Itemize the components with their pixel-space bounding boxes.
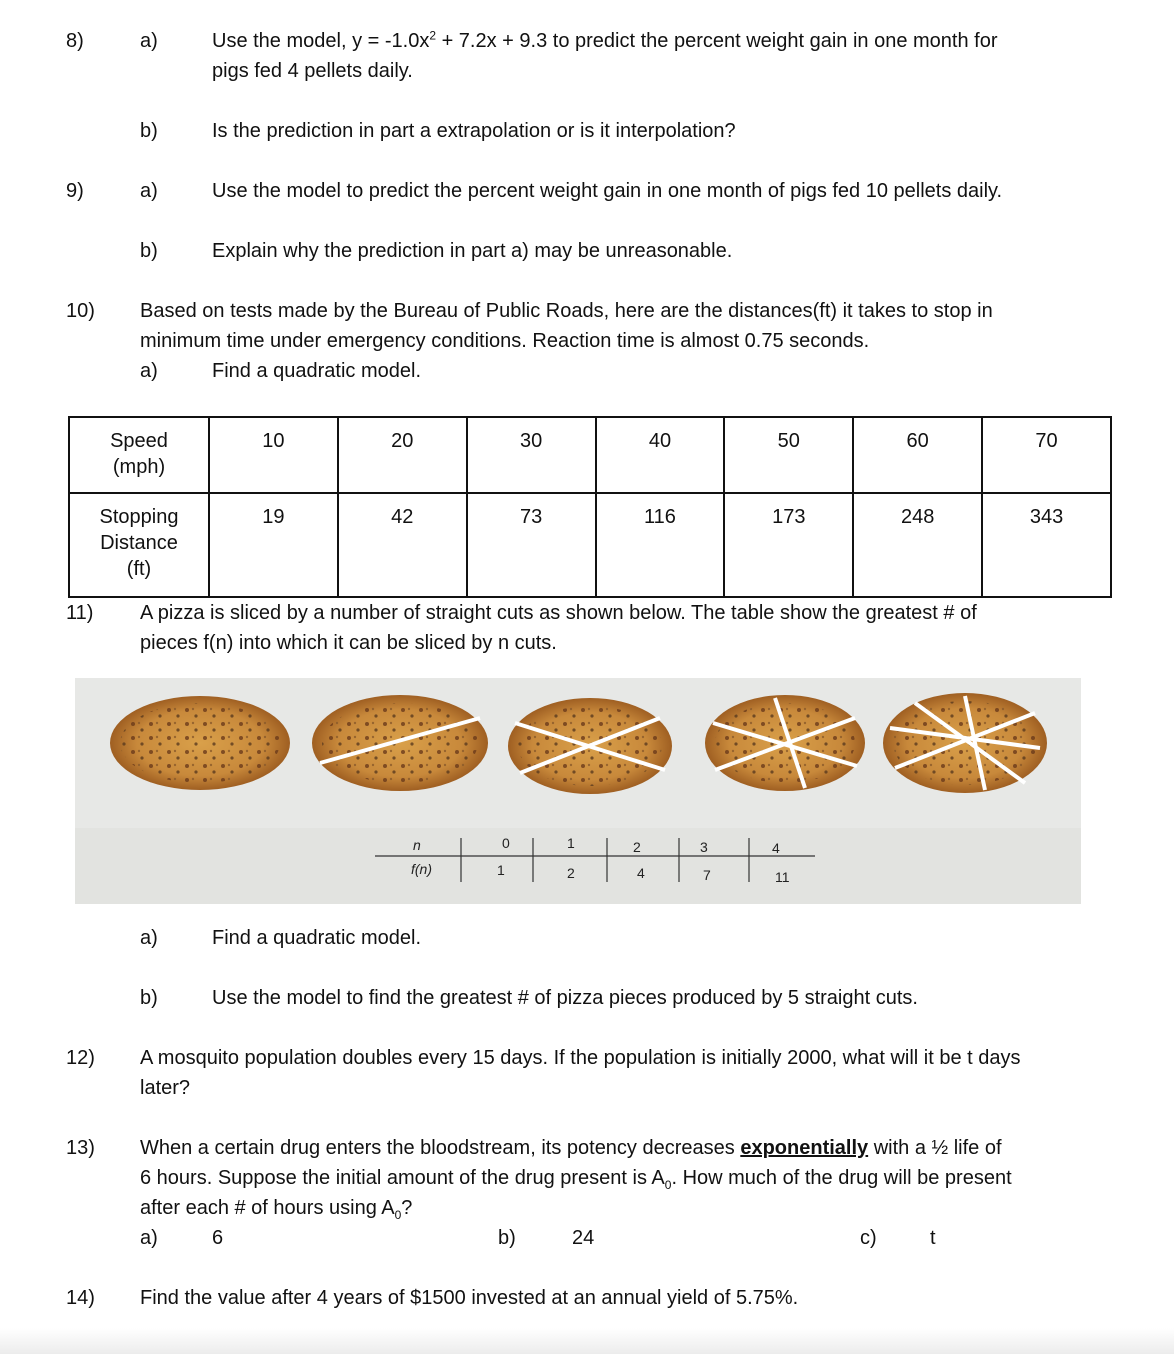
q9-number: 9): [66, 180, 84, 202]
q8-a-text-line2: pigs fed 4 pellets daily.: [212, 60, 413, 82]
q14-number: 14): [66, 1287, 95, 1309]
fn-value: 7: [703, 867, 711, 883]
n-value: 1: [567, 835, 575, 851]
q13-text-line3: after each # of hours using $A_0$?: [140, 1197, 413, 1222]
speed-cell: 50: [724, 417, 853, 493]
distance-row: [69, 493, 1111, 597]
fn-value: 11: [775, 869, 790, 885]
distance-cell: 248: [853, 493, 982, 597]
speed-cell: 60: [853, 417, 982, 493]
q10-number: 10): [66, 300, 95, 322]
n-value: 2: [633, 839, 641, 855]
distance-cell: 173: [724, 493, 853, 597]
q10-text-line2: minimum time under emergency conditions. Reaction time is almost 0.75 seconds.: [140, 330, 870, 352]
q9-b-label: b): [140, 240, 158, 262]
page-bottom-edge: [0, 1328, 1174, 1354]
q13-number: 13): [66, 1137, 95, 1159]
q8-b-label: b): [140, 120, 158, 142]
distance-cell: 343: [982, 493, 1111, 597]
stopping-distance-table: [68, 416, 1112, 598]
q13-b-value: 24: [572, 1227, 595, 1249]
speed-cell: 40: [596, 417, 725, 493]
speed-row: [69, 417, 1111, 493]
speed-cell: 20: [338, 417, 467, 493]
n-value: 0: [502, 835, 510, 851]
pizza-2-cuts: [508, 698, 672, 794]
distance-cell: 42: [338, 493, 467, 597]
q8-a-text: Use the model, $y = -1.0x^2 + 7.2x + 9.3$ to predict the percent weight gain in one month for: [212, 28, 998, 52]
q14-text: Find the value after 4 years of $1500 invested at an annual yield of 5.75%.: [140, 1287, 799, 1309]
q11-b-label: b): [140, 987, 158, 1009]
q11-text-line2: pieces f(n) into which it can be sliced by n cuts.: [140, 632, 557, 654]
q11-a-label: a): [140, 927, 158, 949]
q11-a-text: Find a quadratic model.: [212, 927, 422, 949]
q13-a-label: a): [140, 1227, 158, 1249]
speed-cell: 70: [982, 417, 1111, 493]
speed-cell: 10: [209, 417, 338, 493]
q12-text-line2: later?: [140, 1077, 191, 1099]
fn-value: 2: [567, 865, 575, 881]
q11-text-line1: A pizza is sliced by a number of straight cuts as shown below. The table show the greatest # of: [140, 602, 977, 624]
q13-a-value: 6: [212, 1227, 224, 1249]
exponentially-emphasis: exponentially: [740, 1137, 869, 1159]
q9-b-text: Explain why the prediction in part a) may be unreasonable.: [212, 240, 733, 262]
distance-header-line3: (ft): [126, 558, 152, 580]
distance-header-line1: Stopping: [99, 506, 179, 528]
pizza-4-cuts: [883, 693, 1047, 793]
pizza-illustration: [75, 678, 1081, 904]
q13-c-label: c): [860, 1227, 877, 1249]
distance-header: [69, 493, 209, 597]
pizza-3-cuts: [705, 695, 865, 791]
q8-a-label: a): [140, 30, 158, 52]
q9-a-text: Use the model to predict the percent weight gain in one month of pigs fed 10 pellets daily.: [212, 180, 1003, 202]
speed-header-line1: Speed: [110, 430, 168, 452]
distance-cell: 73: [467, 493, 596, 597]
q13-text-line1: When a certain drug enters the bloodstream, its potency decreases exponentially with a ½ life of: [140, 1137, 1002, 1159]
pizza-photo: [75, 678, 1081, 904]
q12-number: 12): [66, 1047, 95, 1069]
fn-value: 4: [637, 865, 645, 881]
q11-b-text: Use the model to find the greatest # of pizza pieces produced by 5 straight cuts.: [212, 987, 918, 1009]
q13-c-value: t: [930, 1227, 936, 1249]
speed-header-line2: (mph): [112, 456, 166, 478]
speed-cell: 30: [467, 417, 596, 493]
distance-cell: 116: [596, 493, 725, 597]
q10-text-line1: Based on tests made by the Bureau of Public Roads, here are the distances(ft) it takes to stop in: [140, 300, 993, 322]
q13-text-line2: 6 hours. Suppose the initial amount of the drug present is $A_0$. How much of the drug will be present: [140, 1167, 1012, 1192]
q10-a-text: Find a quadratic model.: [212, 360, 422, 382]
n-value: 3: [700, 839, 708, 855]
pizza-0-cuts: [110, 696, 290, 790]
n-label: n: [413, 837, 421, 853]
n-value: 4: [772, 840, 780, 856]
q9-a-label: a): [140, 180, 158, 202]
q11-number: 11): [66, 602, 94, 624]
fn-label: f(n): [411, 861, 432, 877]
q13-b-label: b): [498, 1227, 516, 1249]
distance-cell: 19: [209, 493, 338, 597]
distance-header-line2: Distance: [100, 532, 178, 554]
fn-value: 1: [497, 862, 505, 878]
q8-b-text: Is the prediction in part a extrapolation or is it interpolation?: [212, 120, 736, 142]
q8-number: 8): [66, 30, 84, 52]
q12-text-line1: A mosquito population doubles every 15 days. If the population is initially 2000, what will it be t days: [140, 1047, 1021, 1069]
pizza-1-cut: [312, 695, 488, 791]
speed-header: [69, 417, 209, 493]
q10-a-label: a): [140, 360, 158, 382]
